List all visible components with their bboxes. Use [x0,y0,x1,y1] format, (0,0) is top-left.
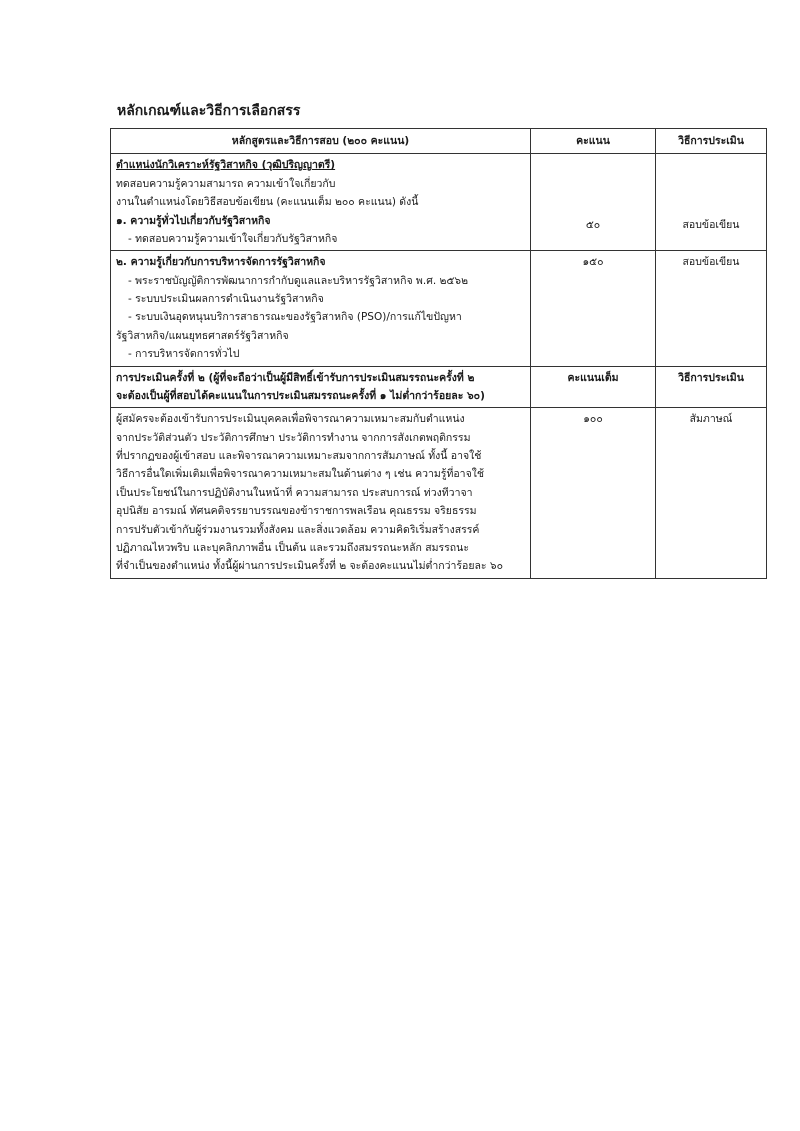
section3-method-header: วิธีการประเมิน [656,366,767,408]
section3-body-line: การปรับตัวเข้ากับผู้ร่วมงานรวมทั้งสังคม และสิ่งแวดล้อม ความคิดริเริ่มสร้างสรรค์ [116,523,480,536]
table-row [111,154,767,251]
table-row [111,366,767,408]
section3-body-line: อุปนิสัย อารมณ์ ทัศนคติจรรยาบรรณของข้าราชการพลเรือน คุณธรรม จริยธรรม [116,505,477,518]
table-row [111,408,767,578]
section1-intro-line1: ทดสอบความรู้ความสามารถ ความเข้าใจเกี่ยวกับ [116,177,336,190]
section2-sub3-line1: - ระบบเงินอุดหนุนบริการสาธารณะของรัฐวิสาหกิจ (PSO)/การแก้ไขปัญหา [128,311,462,324]
section1-item-sub: - ทดสอบความรู้ความเข้าใจเกี่ยวกับรัฐวิสาหกิจ [128,232,338,245]
section3-score: ๑๐๐ [531,408,656,578]
page-title: หลักเกณฑ์และวิธีการเลือกสรร [117,103,301,119]
section2-item-title: ๒. ความรู้เกี่ยวกับการบริหารจัดการรัฐวิสาหกิจ [116,256,326,269]
section2-sub4: - การบริหารจัดการทั่วไป [128,348,240,361]
section3-body-line: เป็นประโยชน์ในการปฏิบัติงานในหน้าที่ ความสามารถ ประสบการณ์ ท่วงทีวาจา [116,486,473,499]
section3-body-line: ปฏิภาณไหวพริบ และบุคลิกภาพอื่น เป็นต้น และรวมถึงสมรรถนะหลัก สมรรถนะ [116,541,469,554]
header-score: คะแนน [531,129,656,154]
section3-method: สัมภาษณ์ [656,408,767,578]
table-header-row [111,129,767,154]
position-title: ตำแหน่งนักวิเคราะห์รัฐวิสาหกิจ (วุฒิปริญญาตรี) [116,159,336,172]
section3-body-line: ที่ปรากฏของผู้เข้าสอบ และพิจารณาความเหมาะสมจากการสัมภาษณ์ ทั้งนี้ อาจใช้ [116,450,482,462]
section3-score-header: คะแนนเต็ม [531,366,656,408]
section3-header-line2: จะต้องเป็นผู้ที่สอบได้คะแนนในการประเมินสมรรถนะครั้งที่ ๑ ไม่ต่ำกว่าร้อยละ ๖๐) [116,389,485,402]
section1-intro-line2: งานในตำแหน่งโดยวิธีสอบข้อเขียน (คะแนนเต็ม ๒๐๐ คะแนน) ดังนี้ [116,196,419,209]
section1-score: ๕๐ [531,154,656,251]
section3-body [111,408,531,578]
selection-criteria-table [110,128,767,579]
section3-body-line: ผู้สมัครจะต้องเข้ารับการประเมินบุคคลเพื่อพิจารณาความเหมาะสมกับตำแหน่ง [116,413,465,426]
section2-sub3-line2: รัฐวิสาหกิจ/แผนยุทธศาสตร์รัฐวิสาหกิจ [116,329,289,342]
section1-item-title: ๑. ความรู้ทั่วไปเกี่ยวกับรัฐวิสาหกิจ [116,214,271,227]
section3-body-line: จากประวัติส่วนตัว ประวัติการศึกษา ประวัติการทำงาน จากการสังเกตพฤติกรรม [116,431,471,444]
section3-body-line: ที่จำเป็นของตำแหน่ง ทั้งนี้ผู้ผ่านการประเมินครั้งที่ ๒ จะต้องคะแนนไม่ต่ำกว่าร้อยละ ๖๐ [116,560,503,573]
section2-score: ๑๕๐ [531,251,656,366]
section3-header-line1: การประเมินครั้งที่ ๒ (ผู้ที่จะถือว่าเป็นผู้มีสิทธิ์เข้ารับการประเมินสมรรถนะครั้งที่ ๒ [116,371,475,384]
section2-content [111,251,531,366]
table-row [111,251,767,366]
section2-method: สอบข้อเขียน [656,251,767,366]
section3-body-line: วิธีการอื่นใดเพิ่มเติมเพื่อพิจารณาความเหมาะสมในด้านต่าง ๆ เช่น ความรู้ที่อาจใช้ [116,468,484,481]
section2-sub2: - ระบบประเมินผลการดำเนินงานรัฐวิสาหกิจ [128,293,324,305]
header-curriculum: หลักสูตรและวิธีการสอบ (๒๐๐ คะแนน) [111,129,531,154]
section3-header [111,366,531,408]
section1-method: สอบข้อเขียน [656,154,767,251]
section1-content [111,154,531,251]
section2-sub1: - พระราชบัญญัติการพัฒนาการกำกับดูแลและบริหารรัฐวิสาหกิจ พ.ศ. ๒๕๖๒ [128,274,468,287]
header-method: วิธีการประเมิน [656,129,767,154]
